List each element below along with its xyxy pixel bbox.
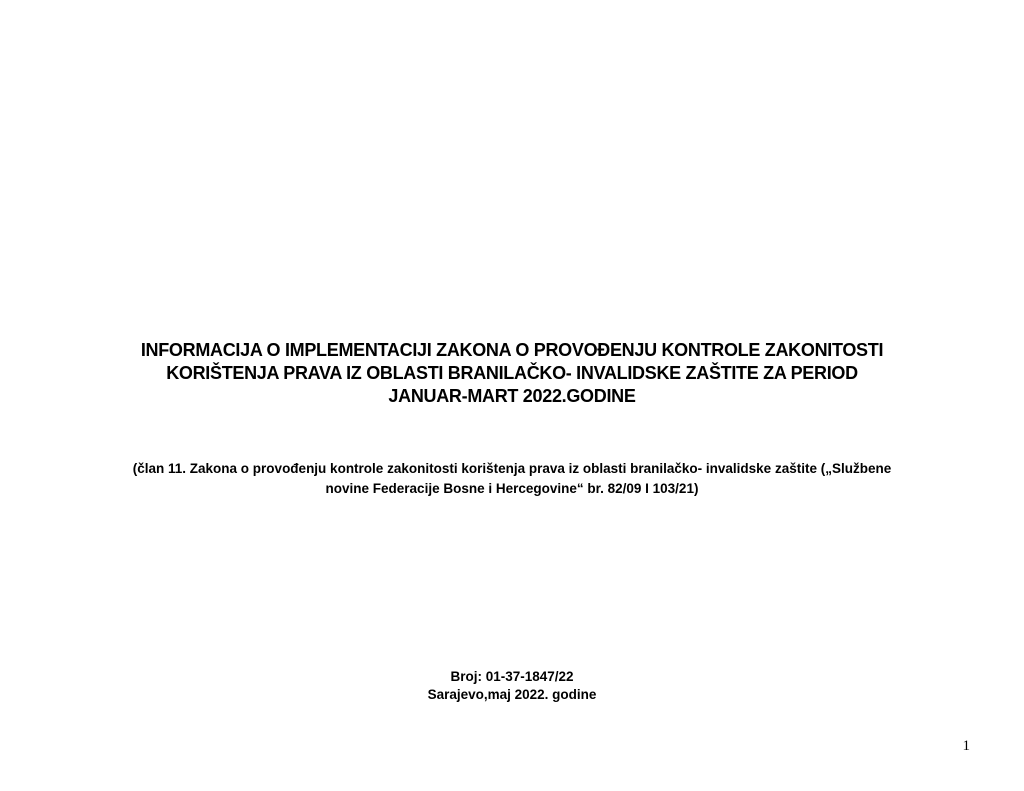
reference-number: Broj: 01-37-1847/22 <box>450 669 574 684</box>
legal-reference <box>40 459 984 499</box>
title-line-3: JANUAR-MART 2022.GODINE <box>388 386 636 406</box>
document-title <box>40 339 984 408</box>
page-number: 1 <box>962 738 970 754</box>
title-line-2: KORIŠTENJA PRAVA IZ OBLASTI BRANILAČKO- INVALIDSKE ZAŠTITE ZA PERIOD <box>166 363 858 383</box>
legal-reference-line-1: (član 11. Zakona o provođenju kontrole zakonitosti korištenja prava iz oblasti branilačko- invalidske zaštite („Službene <box>132 461 892 476</box>
place-date: Sarajevo,maj 2022. godine <box>427 687 597 702</box>
title-line-1: INFORMACIJA O IMPLEMENTACIJI ZAKONA O PROVOĐENJU KONTROLE ZAKONITOSTI <box>140 340 884 360</box>
legal-reference-line-2: novine Federacije Bosne i Hercegovine“ br. 82/09 I 103/21) <box>325 481 699 496</box>
document-reference <box>312 668 712 704</box>
